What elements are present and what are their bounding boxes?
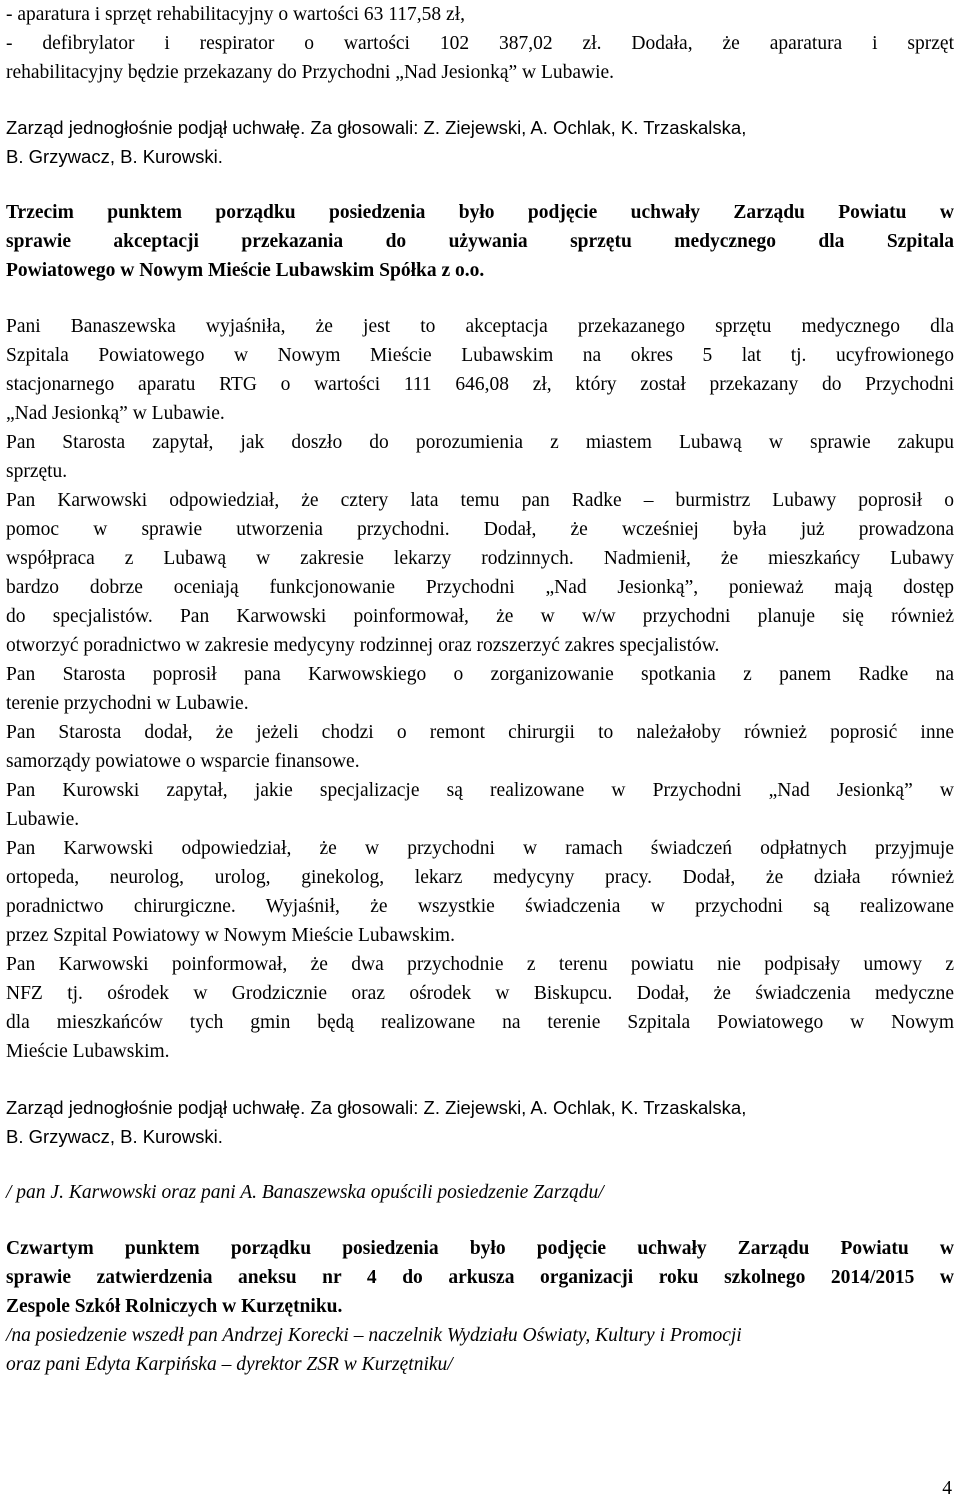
text-line: B. Grzywacz, B. Kurowski. [6, 1126, 223, 1147]
vote-statement [6, 113, 954, 171]
text-line: Pan Kurowski zapytał, jakie specjalizacje są realizowane w Przychodni „Nad Jesionką” w [6, 780, 954, 801]
text-line: Mieście Lubawskim. [6, 1041, 170, 1062]
text-line: Czwartym punktem porządku posiedzenia było podjęcie uchwały Zarządu Powiatu w [6, 1238, 954, 1259]
agenda-point-heading [6, 1234, 954, 1321]
paragraph-gap [6, 1066, 954, 1093]
text-line: Zarząd jednogłośnie podjął uchwałę. Za głosowali: Z. Ziejewski, A. Ochlak, K. Trzaskalska, [6, 117, 747, 138]
text-line: - aparatura i sprzęt rehabilitacyjny o wartości 63 117,58 zł, [6, 4, 465, 25]
text-line: terenie przychodni w Lubawie. [6, 693, 249, 714]
document-page [6, 0, 954, 1379]
text-line: Zespole Szkół Rolniczych w Kurzętniku. [6, 1296, 343, 1317]
text-line: współpraca z Lubawą w zakresie lekarzy rodzinnych. Nadmienił, że mieszkańcy Lubawy [6, 548, 954, 569]
text-line: sprawie zatwierdzenia aneksu nr 4 do arkusza organizacji roku szkolnego 2014/2015 w [6, 1267, 954, 1288]
text-line: B. Grzywacz, B. Kurowski. [6, 146, 223, 167]
paragraph-gap [6, 171, 954, 198]
text-line: / pan J. Karwowski oraz pani A. Banaszewska opuścili posiedzenie Zarządu/ [6, 1182, 604, 1203]
text-line: przez Szpital Powiatowy w Nowym Mieście Lubawskim. [6, 925, 455, 946]
paragraph-gap [6, 1207, 954, 1234]
text-line: stacjonarnego aparatu RTG o wartości 111 646,08 zł, który został przekazany do Przychodni [6, 374, 954, 395]
text-line: dla mieszkańców tych gmin będą realizowane na terenie Szpitala Powiatowego w Nowym [6, 1012, 954, 1033]
text-line: Trzecim punktem porządku posiedzenia było podjęcie uchwały Zarządu Powiatu w [6, 202, 954, 223]
text-line: /na posiedzenie wszedł pan Andrzej Korecki – naczelnik Wydziału Oświaty, Kultury i Promocji [6, 1325, 742, 1346]
text-line: Pan Karwowski poinformował, że dwa przychodnie z terenu powiatu nie podpisały umowy z [6, 954, 954, 975]
text-line: Pan Karwowski odpowiedział, że cztery lata temu pan Radke – burmistrz Lubawy poprosił o [6, 490, 954, 511]
text-line: pomoc w sprawie utworzenia przychodni. Dodał, że wcześniej była już prowadzona [6, 519, 954, 540]
text-line: Powiatowego w Nowym Mieście Lubawskim Spółka z o.o. [6, 260, 485, 281]
text-line: bardzo dobrze oceniają funkcjonowanie Przychodni „Nad Jesionką”, ponieważ mają dostęp [6, 577, 954, 598]
paragraph-gap [6, 87, 954, 113]
text-line: Pan Starosta dodał, że jeżeli chodzi o remont chirurgii to należałoby również poprosić inne [6, 722, 954, 743]
attendance-note [6, 1178, 954, 1207]
equipment-list [6, 0, 954, 87]
text-line: - defibrylator i respirator o wartości 102 387,02 zł. Dodała, że aparatura i sprzęt [6, 33, 954, 54]
paragraph-gap [6, 1151, 954, 1178]
text-line: do specjalistów. Pan Karwowski poinformował, że w w/w przychodni planuje się również [6, 606, 954, 627]
text-line: Szpitala Powiatowego w Nowym Mieście Lubawskim na okres 5 lat tj. ucyfrowionego [6, 345, 954, 366]
text-line: sprzętu. [6, 461, 68, 482]
text-line: oraz pani Edyta Karpińska – dyrektor ZSR w Kurzętniku/ [6, 1354, 453, 1375]
paragraph-gap [6, 285, 954, 312]
discussion-body [6, 312, 954, 1066]
vote-statement [6, 1093, 954, 1151]
agenda-point-heading [6, 198, 954, 285]
attendance-note [6, 1321, 954, 1379]
text-line: NFZ tj. ośrodek w Grodzicznie oraz ośrodek w Biskupcu. Dodał, że świadczenia medyczne [6, 983, 954, 1004]
text-line: otworzyć poradnictwo w zakresie medycyny rodzinnej oraz rozszerzyć zakres specjalistów. [6, 635, 720, 656]
text-line: Pan Starosta poprosił pana Karwowskiego o zorganizowanie spotkania z panem Radke na [6, 664, 954, 685]
text-line: Zarząd jednogłośnie podjął uchwałę. Za głosowali: Z. Ziejewski, A. Ochlak, K. Trzaskalska, [6, 1097, 747, 1118]
text-line: Pan Karwowski odpowiedział, że w przychodni w ramach świadczeń odpłatnych przyjmuje [6, 838, 954, 859]
text-line: Pan Starosta zapytał, jak doszło do porozumienia z miastem Lubawą w sprawie zakupu [6, 432, 954, 453]
text-line: rehabilitacyjny będzie przekazany do Przychodni „Nad Jesionką” w Lubawie. [6, 62, 615, 83]
text-line: samorządy powiatowe o wsparcie finansowe. [6, 751, 360, 772]
text-line: ortopeda, neurolog, urolog, ginekolog, lekarz medycyny pracy. Dodał, że działa również [6, 867, 954, 888]
text-line: sprawie akceptacji przekazania do używania sprzętu medycznego dla Szpitala [6, 231, 954, 252]
text-line: „Nad Jesionką” w Lubawie. [6, 403, 225, 424]
text-line: Lubawie. [6, 809, 80, 830]
text-line: Pani Banaszewska wyjaśniła, że jest to akceptacja przekazanego sprzętu medycznego dla [6, 316, 954, 337]
text-line: poradnictwo chirurgiczne. Wyjaśnił, że wszystkie świadczenia w przychodni są realizowane [6, 896, 954, 917]
page-number: 4 [942, 1478, 952, 1499]
